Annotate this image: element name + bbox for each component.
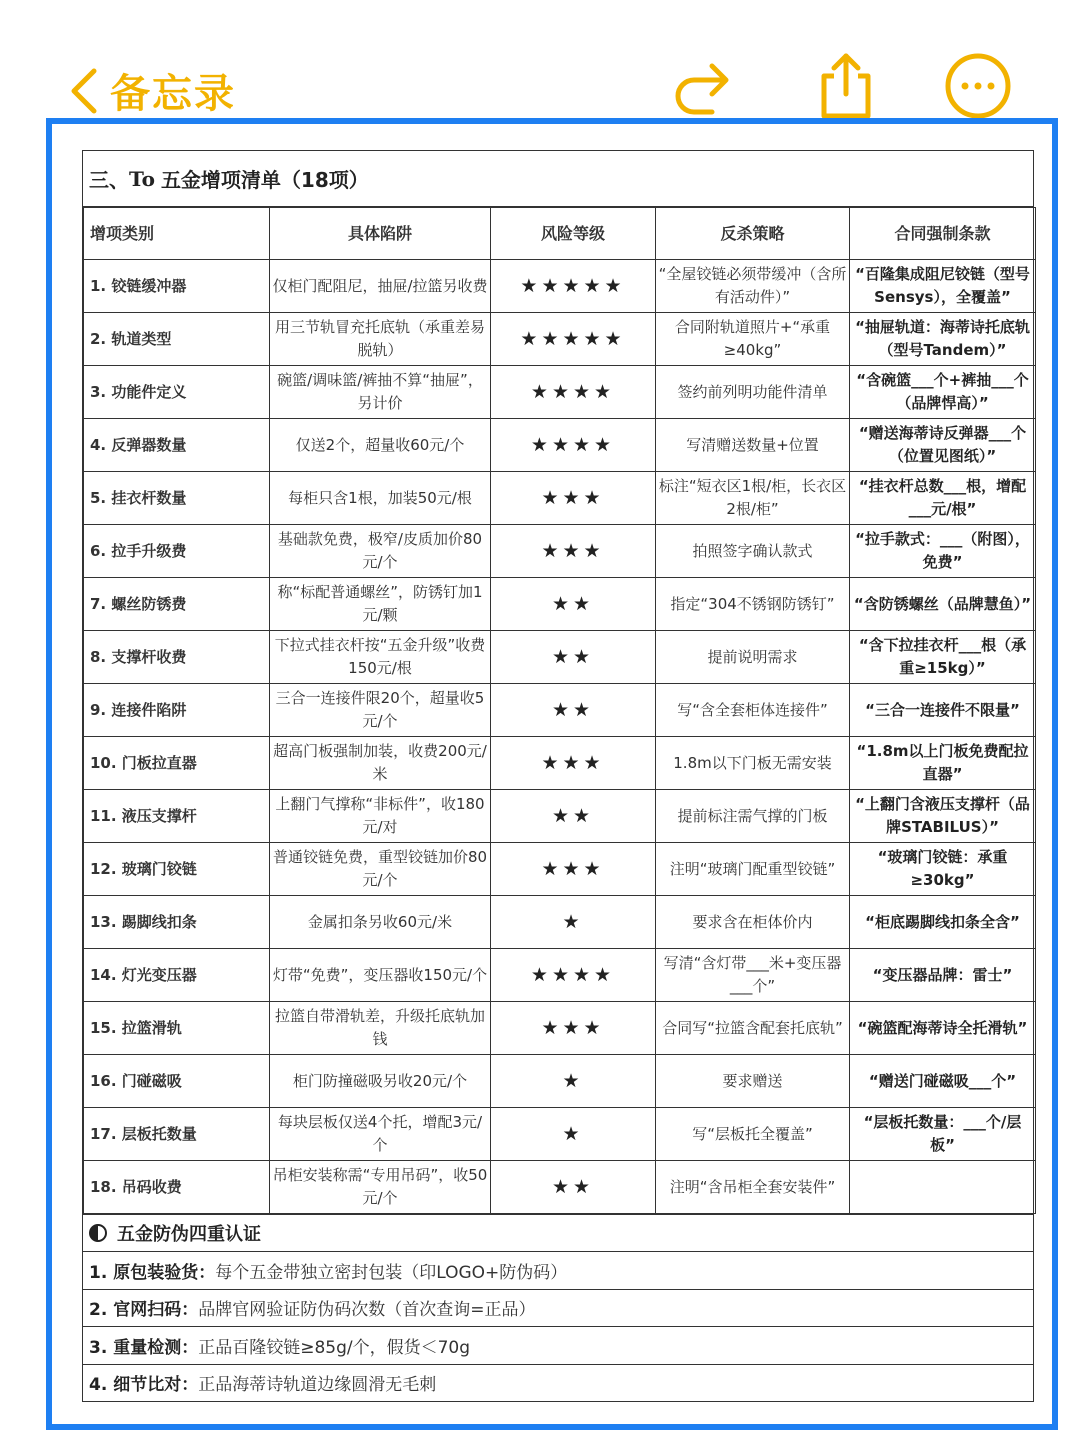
table-row	[84, 896, 1036, 949]
row-contract-clause	[850, 1161, 1036, 1214]
row-category: 4. 反弹器数量	[84, 419, 270, 472]
row-strategy: 1.8m以下门板无需安装	[656, 737, 850, 790]
table-row	[84, 1055, 1036, 1108]
auth-item-separator: ：	[181, 1375, 199, 1396]
row-strategy: 写“含全套柜体连接件”	[656, 684, 850, 737]
row-category: 3. 功能件定义	[84, 366, 270, 419]
row-category: 6. 拉手升级费	[84, 525, 270, 578]
auth-item-separator: ：	[181, 1337, 199, 1358]
note-image-frame[interactable]	[46, 118, 1058, 1430]
row-category: 8. 支撑杆收费	[84, 631, 270, 684]
row-category: 10. 门板拉直器	[84, 737, 270, 790]
table-row	[84, 1161, 1036, 1214]
table-row	[84, 260, 1036, 313]
row-category: 5. 挂衣杆数量	[84, 472, 270, 525]
table-row	[84, 631, 1036, 684]
row-category: 12. 玻璃门铰链	[84, 843, 270, 896]
auth-item-key: 2. 官网扫码	[89, 1300, 182, 1321]
auth-item-value: 正品百隆铰链≥85g/个，假货＜70g	[198, 1337, 471, 1358]
row-trap: 柜门防撞磁吸另收20元/个	[270, 1055, 491, 1108]
table-header-row	[84, 208, 1036, 260]
row-contract-clause: “抽屉轨道：海蒂诗托底轨（型号Tandem）”	[850, 313, 1036, 366]
row-strategy: 合同写“拉篮含配套托底轨”	[656, 1002, 850, 1055]
row-contract-clause: “含碗篮___个+裤抽___个（品牌悍高）”	[850, 366, 1036, 419]
auth-item	[83, 1289, 1033, 1327]
table-row	[84, 419, 1036, 472]
row-trap: 金属扣条另收60元/米	[270, 896, 491, 949]
document-title	[83, 151, 1033, 207]
row-risk-stars: ★★★★★	[491, 313, 656, 366]
row-trap: 每块层板仅送4个托，增配3元/个	[270, 1108, 491, 1161]
table-row	[84, 949, 1036, 1002]
row-risk-stars: ★★★★★	[491, 260, 656, 313]
row-contract-clause: “三合一连接件不限量”	[850, 684, 1036, 737]
row-category: 14. 灯光变压器	[84, 949, 270, 1002]
table-row	[84, 313, 1036, 366]
table-row	[84, 472, 1036, 525]
row-category: 17. 层板托数量	[84, 1108, 270, 1161]
auth-item	[83, 1364, 1033, 1402]
auth-item-separator: ：	[198, 1262, 216, 1283]
title-prefix: 三、	[89, 168, 129, 192]
auth-item-value: 每个五金带独立密封包装（印LOGO+防伪码）	[215, 1262, 568, 1283]
row-risk-stars: ★	[491, 1055, 656, 1108]
half-circle-icon	[89, 1224, 107, 1242]
auth-item-value: 品牌官网验证防伪码次数（首次查询=正品）	[198, 1300, 536, 1321]
row-risk-stars: ★★★	[491, 1002, 656, 1055]
row-strategy: 拍照签字确认款式	[656, 525, 850, 578]
auth-item-separator: ：	[181, 1300, 199, 1321]
header-trap: 具体陷阱	[270, 208, 491, 260]
row-risk-stars: ★★	[491, 790, 656, 843]
table-row	[84, 843, 1036, 896]
row-strategy: 写清赠送数量+位置	[656, 419, 850, 472]
table-row	[84, 578, 1036, 631]
header-category: 增项类别	[84, 208, 270, 260]
row-risk-stars: ★★	[491, 578, 656, 631]
title-glyph: To	[129, 166, 155, 191]
row-risk-stars: ★★★★	[491, 366, 656, 419]
row-trap: 吊柜安装称需“专用吊码”，收50元/个	[270, 1161, 491, 1214]
more-icon	[944, 52, 1012, 120]
auth-item-value: 正品海蒂诗轨道边缘圆滑无毛刺	[198, 1375, 437, 1396]
table-row	[84, 1002, 1036, 1055]
auth-item	[83, 1326, 1033, 1364]
redo-button[interactable]	[668, 54, 736, 122]
row-trap: 仅柜门配阻尼，抽屉/拉篮另收费	[270, 260, 491, 313]
row-contract-clause: “拉手款式：___（附图），免费”	[850, 525, 1036, 578]
row-risk-stars: ★★★★	[491, 419, 656, 472]
row-trap: 超高门板强制加装，收费200元/米	[270, 737, 491, 790]
chevron-left-icon	[68, 67, 100, 115]
checklist-table	[83, 207, 1036, 1214]
row-contract-clause: “百隆集成阻尼铰链（型号Sensys），全覆盖”	[850, 260, 1036, 313]
row-strategy: 要求含在柜体价内	[656, 896, 850, 949]
back-button[interactable]	[68, 62, 236, 119]
row-contract-clause: “变压器品牌：雷士”	[850, 949, 1036, 1002]
header-contract: 合同强制条款	[850, 208, 1036, 260]
row-category: 1. 铰链缓冲器	[84, 260, 270, 313]
row-trap: 灯带“免费”，变压器收150元/个	[270, 949, 491, 1002]
share-button[interactable]	[812, 50, 880, 118]
row-trap: 下拉式挂衣杆按“五金升级”收费150元/根	[270, 631, 491, 684]
table-row	[84, 525, 1036, 578]
row-trap: 三合一连接件限20个，超量收5元/个	[270, 684, 491, 737]
row-risk-stars: ★★	[491, 1161, 656, 1214]
row-trap: 称“标配普通螺丝”，防锈钉加1元/颗	[270, 578, 491, 631]
hardware-checklist-document	[82, 150, 1034, 1402]
row-category: 16. 门碰磁吸	[84, 1055, 270, 1108]
row-category: 9. 连接件陷阱	[84, 684, 270, 737]
header-strategy: 反杀策略	[656, 208, 850, 260]
row-risk-stars: ★	[491, 1108, 656, 1161]
auth-item-key: 1. 原包装验货	[89, 1262, 199, 1283]
row-strategy: 注明“含吊柜全套安装件”	[656, 1161, 850, 1214]
row-contract-clause: “玻璃门铰链：承重≥30kg”	[850, 843, 1036, 896]
row-risk-stars: ★	[491, 896, 656, 949]
table-row	[84, 1108, 1036, 1161]
row-strategy: 写清“含灯带___米+变压器___个”	[656, 949, 850, 1002]
row-category: 15. 拉篮滑轨	[84, 1002, 270, 1055]
row-contract-clause: “层板托数量：___个/层板”	[850, 1108, 1036, 1161]
row-risk-stars: ★★★	[491, 472, 656, 525]
row-risk-stars: ★★	[491, 631, 656, 684]
table-row	[84, 366, 1036, 419]
auth-item-key: 4. 细节比对	[89, 1375, 182, 1396]
row-trap: 每柜只含1根，加装50元/根	[270, 472, 491, 525]
row-contract-clause: “含下拉挂衣杆___根（承重≥15kg）”	[850, 631, 1036, 684]
table-row	[84, 684, 1036, 737]
row-category: 7. 螺丝防锈费	[84, 578, 270, 631]
auth-title-text: 五金防伪四重认证	[117, 1224, 261, 1245]
more-button[interactable]	[944, 52, 1012, 120]
row-risk-stars: ★★	[491, 684, 656, 737]
row-contract-clause: “上翻门含液压支撑杆（品牌STABILUS）”	[850, 790, 1036, 843]
table-body	[84, 260, 1036, 1214]
row-contract-clause: “赠送海蒂诗反弹器___个（位置见图纸）”	[850, 419, 1036, 472]
row-trap: 用三节轨冒充托底轨（承重差易脱轨）	[270, 313, 491, 366]
row-strategy: 标注“短衣区1根/柜，长衣区2根/柜”	[656, 472, 850, 525]
row-strategy: 签约前列明功能件清单	[656, 366, 850, 419]
row-strategy: 要求赠送	[656, 1055, 850, 1108]
row-strategy: 提前说明需求	[656, 631, 850, 684]
title-text: 五金增项清单（18项）	[160, 168, 369, 192]
table-row	[84, 737, 1036, 790]
row-contract-clause: “1.8m以上门板免费配拉直器”	[850, 737, 1036, 790]
row-strategy: 指定“304不锈钢防锈钉”	[656, 578, 850, 631]
auth-item	[83, 1251, 1033, 1289]
row-trap: 碗篮/调味篮/裤抽不算“抽屉”，另计价	[270, 366, 491, 419]
row-trap: 基础款免费，极窄/皮质加价80元/个	[270, 525, 491, 578]
row-risk-stars: ★★★	[491, 843, 656, 896]
row-trap: 普通铰链免费，重型铰链加价80元/个	[270, 843, 491, 896]
auth-section-title	[83, 1214, 1033, 1251]
row-strategy: 写“层板托全覆盖”	[656, 1108, 850, 1161]
row-risk-stars: ★★★★	[491, 949, 656, 1002]
row-risk-stars: ★★★	[491, 525, 656, 578]
share-icon	[812, 50, 880, 118]
top-nav-bar	[0, 0, 1080, 120]
row-category: 13. 踢脚线扣条	[84, 896, 270, 949]
row-category: 11. 液压支撑杆	[84, 790, 270, 843]
row-risk-stars: ★★★	[491, 737, 656, 790]
row-trap: 仅送2个，超量收60元/个	[270, 419, 491, 472]
row-strategy: 合同附轨道照片+“承重≥40kg”	[656, 313, 850, 366]
row-contract-clause: “赠送门碰磁吸___个”	[850, 1055, 1036, 1108]
back-label: 备忘录	[110, 71, 236, 117]
row-strategy: “全屋铰链必须带缓冲（含所有活动件）”	[656, 260, 850, 313]
row-category: 2. 轨道类型	[84, 313, 270, 366]
header-risk-level: 风险等级	[491, 208, 656, 260]
table-row	[84, 790, 1036, 843]
redo-icon	[668, 54, 736, 122]
row-strategy: 注明“玻璃门配重型铰链”	[656, 843, 850, 896]
row-trap: 上翻门气撑称“非标件”，收180元/对	[270, 790, 491, 843]
auth-item-key: 3. 重量检测	[89, 1337, 182, 1358]
row-contract-clause: “含防锈螺丝（品牌慧鱼）”	[850, 578, 1036, 631]
row-strategy: 提前标注需气撑的门板	[656, 790, 850, 843]
row-trap: 拉篮自带滑轨差，升级托底轨加钱	[270, 1002, 491, 1055]
row-category: 18. 吊码收费	[84, 1161, 270, 1214]
row-contract-clause: “碗篮配海蒂诗全托滑轨”	[850, 1002, 1036, 1055]
row-contract-clause: “柜底踢脚线扣条全含”	[850, 896, 1036, 949]
row-contract-clause: “挂衣杆总数___根，增配___元/根”	[850, 472, 1036, 525]
